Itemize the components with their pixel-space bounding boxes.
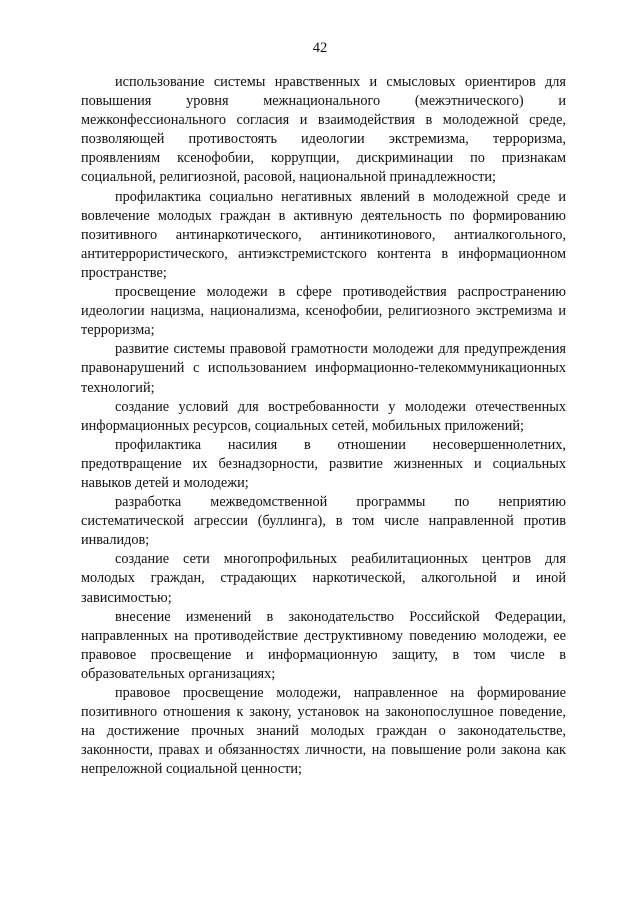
page-number: 42	[312, 40, 328, 56]
list-item-youth-education-extremism: просвещение молодежи в сфере противодействия распространению идеологии нацизма, национализма, ксенофобии, религиозного экстремизма и терроризма;	[81, 284, 566, 339]
list-item-negative-phenomena-prevention: профилактика социально негативных явлений в молодежной среде и вовлечение молодых граждан в активную деятельность по формированию позитивного антинаркотического, антиникотинового, антиалкогольного, антитеррористического, антиэкстремистского контента в информационном пространстве;	[81, 188, 566, 281]
list-item-bullying-program: разработка межведомственной программы по неприятию систематической агрессии (буллинга), в том числе направленной против инвалидов;	[81, 494, 566, 549]
list-item-violence-prevention: профилактика насилия в отношении несовершеннолетних, предотвращение их безнадзорности, развитие жизненных и социальных навыков детей и молодежи;	[81, 436, 566, 491]
list-item-moral-guidelines: использование системы нравственных и смысловых ориентиров для повышения уровня межнационального (межэтнического) и межконфессионального согласия и взаимодействия в молодежной среде, позволяющей противостоять идеологии экстремизма, терроризма, проявлениям ксенофобии, коррупции, дискриминации по признакам социальной, религиозной, расовой, национальной принадлежности;	[81, 74, 566, 186]
list-item-legislation-changes: внесение изменений в законодательство Российской Федерации, направленных на противодействие деструктивному поведению молодежи, ее правовое просвещение и информационную защиту, в том числе в образовательных организациях;	[81, 608, 566, 682]
list-item-legal-literacy: развитие системы правовой грамотности молодежи для предупреждения правонарушений с использованием информационно-телекоммуникационных технологий;	[81, 341, 566, 396]
list-item-legal-education: правовое просвещение молодежи, направленное на формирование позитивного отношения к закону, установок на законопослушное поведение, на достижение прочных знаний молодых граждан о законодательстве, законности, правах и обязанностях личности, на повышение роли закона как непреложной социальной ценности;	[81, 685, 566, 778]
list-item-rehabilitation-centers: создание сети многопрофильных реабилитационных центров для молодых граждан, страдающих наркотической, алкогольной и иной зависимостью;	[81, 551, 566, 606]
list-item-domestic-resources: создание условий для востребованности у молодежи отечественных информационных ресурсов, социальных сетей, мобильных приложений;	[81, 398, 566, 434]
document-body	[81, 73, 566, 779]
